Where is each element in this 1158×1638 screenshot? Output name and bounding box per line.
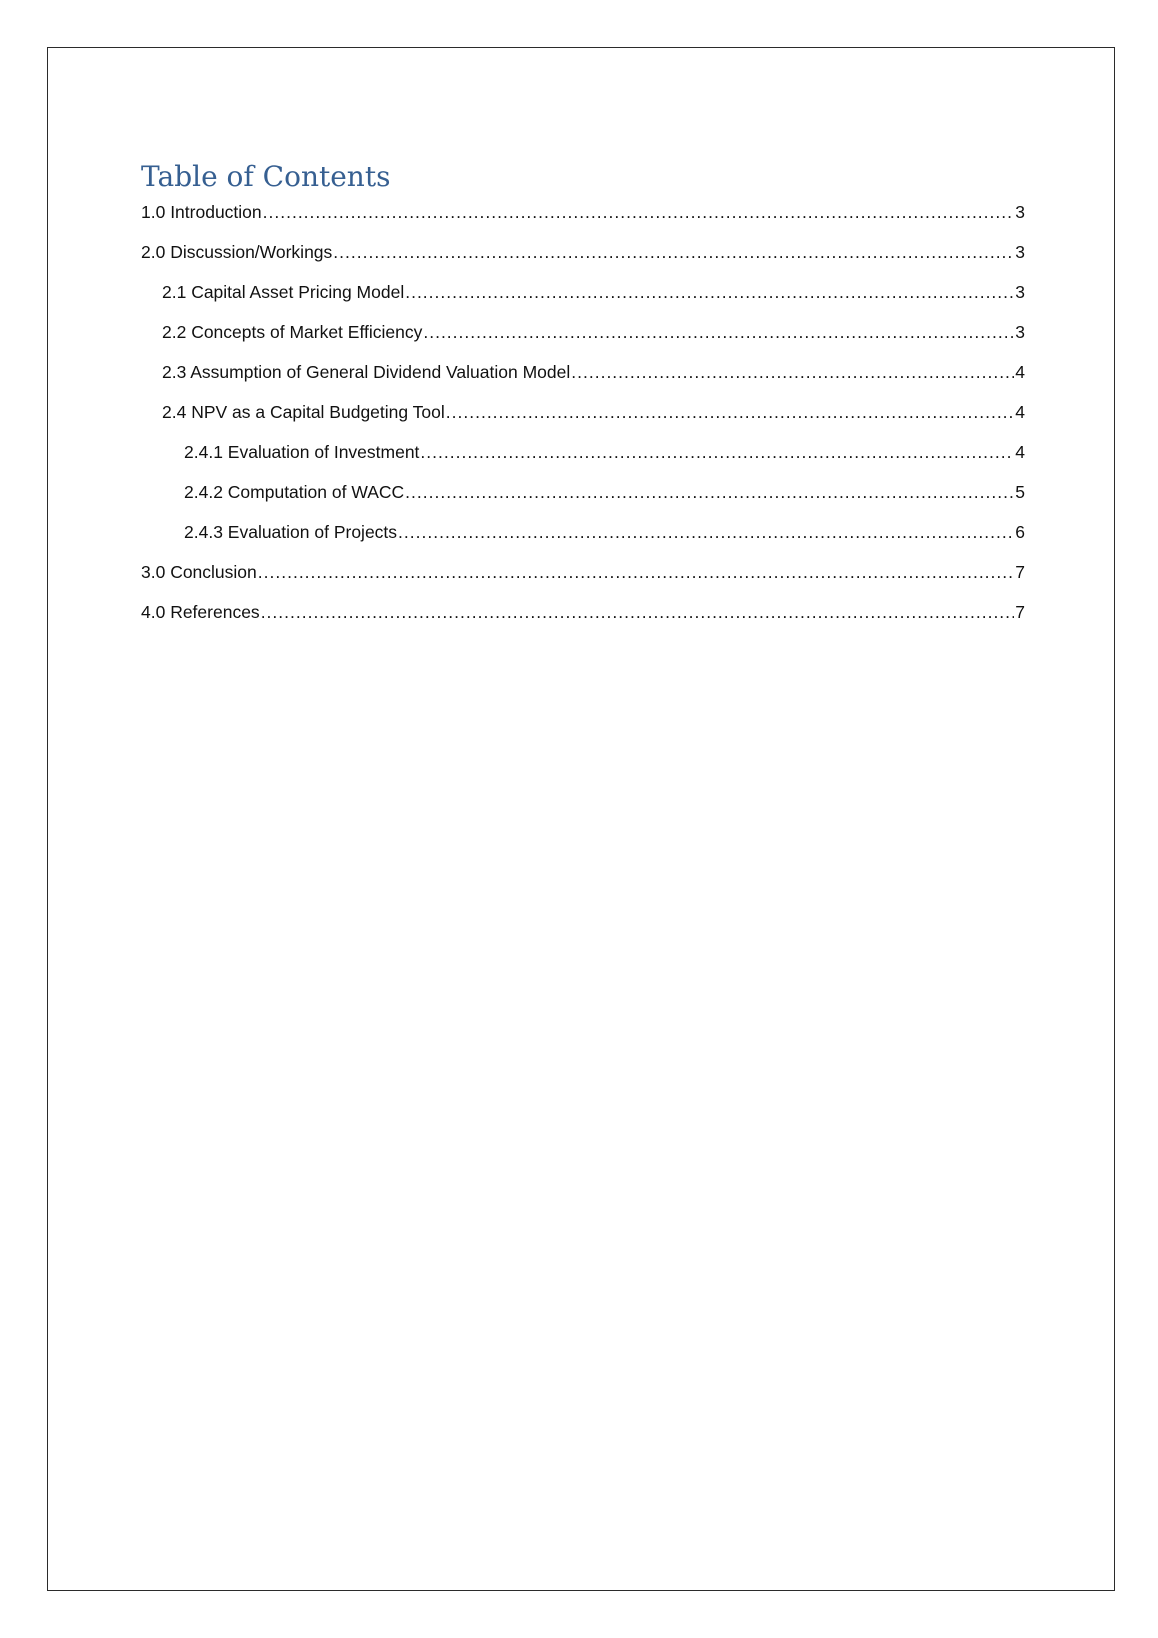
- toc-entry-page: 3: [1015, 322, 1025, 342]
- toc-entry-label: 3.0 Conclusion: [141, 562, 257, 582]
- table-of-contents: [141, 160, 1025, 642]
- toc-entry-references[interactable]: [141, 602, 1025, 642]
- toc-entry-label: 2.4.1 Evaluation of Investment: [184, 442, 420, 462]
- toc-entries: [141, 202, 1025, 642]
- toc-entry-page: 3: [1015, 202, 1025, 222]
- toc-leader-dots: [423, 322, 1014, 342]
- toc-entry-capm[interactable]: [141, 282, 1025, 322]
- toc-leader-dots: [571, 362, 1014, 382]
- toc-entry-page: 4: [1015, 402, 1025, 422]
- toc-leader-dots: [446, 402, 1014, 422]
- toc-leader-dots: [258, 562, 1014, 582]
- toc-entry-label: 2.1 Capital Asset Pricing Model: [162, 282, 405, 302]
- toc-leader-dots: [420, 442, 1014, 462]
- toc-leader-dots: [261, 602, 1014, 622]
- toc-entry-introduction[interactable]: [141, 202, 1025, 242]
- toc-entry-label: 2.4.3 Evaluation of Projects: [184, 522, 398, 542]
- toc-entry-dividend-valuation[interactable]: [141, 362, 1025, 402]
- toc-entry-label: 1.0 Introduction: [141, 202, 262, 222]
- toc-entry-evaluation-projects[interactable]: [141, 522, 1025, 562]
- toc-entry-page: 3: [1015, 282, 1025, 302]
- toc-entry-page: 4: [1015, 442, 1025, 462]
- toc-entry-label: 2.0 Discussion/Workings: [141, 242, 333, 262]
- toc-leader-dots: [405, 282, 1014, 302]
- toc-entry-market-efficiency[interactable]: [141, 322, 1025, 362]
- toc-entry-page: 5: [1015, 482, 1025, 502]
- toc-leader-dots: [263, 202, 1014, 222]
- toc-entry-page: 4: [1015, 362, 1025, 382]
- toc-entry-label: 2.3 Assumption of General Dividend Valuation Model: [162, 362, 571, 382]
- toc-entry-label: 2.4 NPV as a Capital Budgeting Tool: [162, 402, 445, 422]
- toc-entry-evaluation-investment[interactable]: [141, 442, 1025, 482]
- toc-leader-dots: [405, 482, 1014, 502]
- toc-entry-npv[interactable]: [141, 402, 1025, 442]
- toc-entry-label: 2.4.2 Computation of WACC: [184, 482, 405, 502]
- toc-entry-wacc[interactable]: [141, 482, 1025, 522]
- toc-leader-dots: [398, 522, 1014, 542]
- toc-entry-label: 2.2 Concepts of Market Efficiency: [162, 322, 423, 342]
- toc-entry-discussion-workings[interactable]: [141, 242, 1025, 282]
- toc-entry-conclusion[interactable]: [141, 562, 1025, 602]
- toc-entry-page: 7: [1015, 562, 1025, 582]
- toc-entry-label: 4.0 References: [141, 602, 260, 622]
- toc-entry-page: 3: [1015, 242, 1025, 262]
- toc-leader-dots: [333, 242, 1014, 262]
- toc-title: Table of Contents: [141, 160, 391, 193]
- toc-entry-page: 6: [1015, 522, 1025, 542]
- toc-entry-page: 7: [1015, 602, 1025, 622]
